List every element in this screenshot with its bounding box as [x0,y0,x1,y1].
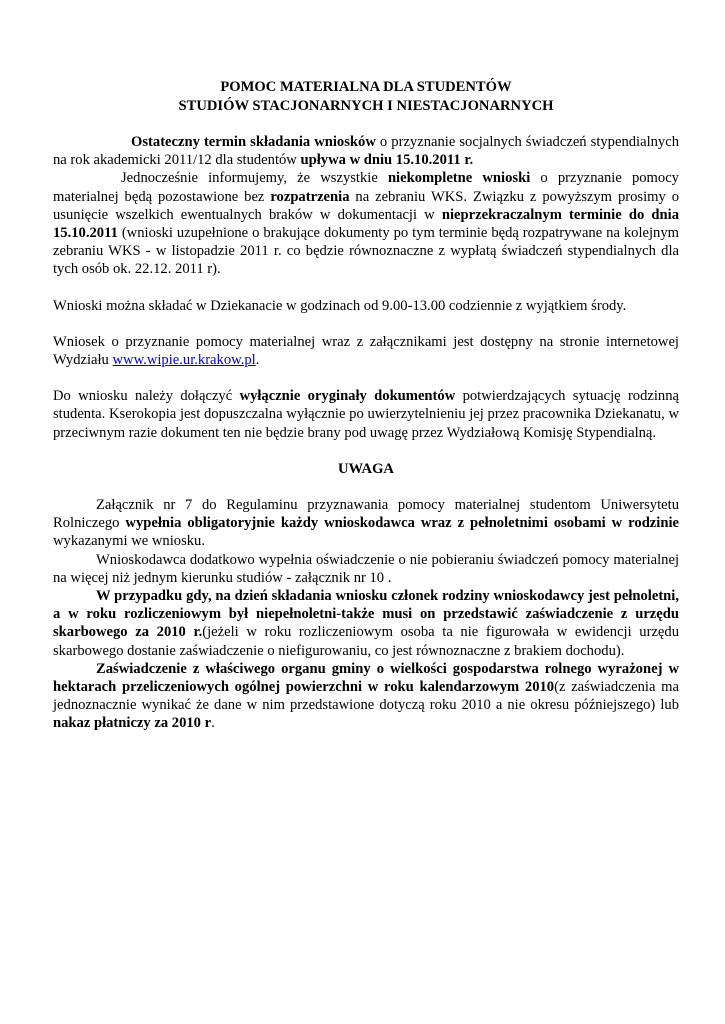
original-text-1: Do wniosku należy dołączyć [53,388,240,405]
uwaga-heading-text: UWAGA [338,460,394,477]
deadline-bold-2: upływa w dniu 15.10.2011 r. [300,152,474,169]
original-text-2: potwierdzających sytuację rodzinną studenta. Kserokopia jest dopuszczalna wyłącznie po uwierzytelnieniu jej przez pracownika Dziekanatu, w przeciwnym razie dokument ten nie będzie brany pod uwagę przez Wydziałową Komisję Stypendialną. [53,388,679,441]
faculty-website-link[interactable]: www.wipie.ur.krakow.pl [112,352,256,369]
original-bold-1: wyłącznie oryginały dokumentów [239,388,456,405]
farm-text-2: . [211,715,215,732]
title-line-2: STUDIÓW STACJONARNYCH I NIESTACJONARNYCH [178,97,554,114]
adult-family-member-paragraph [53,587,679,660]
attachment-bold-1: wypełnia obligatoryjnie każdy wnioskodawca wraz z pełnoletnimi osobami w rodzinie [125,515,679,532]
attachment-text-2: wykazanymi we wniosku. [53,533,205,550]
title-line-1: POMOC MATERIALNA DLA STUDENTÓW [220,79,512,95]
original-documents-paragraph [53,387,679,442]
document-content [53,78,679,733]
farm-certificate-paragraph [53,660,679,733]
farm-bold-1: Zaświadczenie z właściwego organu gminy o wielkości gospodarstwa rolnego wyrażonej w hektarach przeliczeniowych ogólnej powierzchni w roku kalendarzowym 2010 [53,660,679,696]
incomplete-bold-3: nieprzekraczalnym terminie do dnia 15.10.2011 [53,206,679,242]
incomplete-text-1: Jednocześnie informujemy, że wszystkie [121,170,388,187]
incomplete-text-4: (wnioski uzupełnione o brakujące dokumenty po tym terminie będą rozpatrywane na kolejnym zebraniu WKS - w listopadzie 2011 r. co będzie równoznaczne z wypłatą świadczeń stypendialnych dla tych osób ok. 22.12. 2011 r). [53,225,679,278]
adult-bold-1: W przypadku gdy, na dzień składania wniosku członek rodziny wnioskodawcy jest pełnoletni, a w roku rozliczeniowym był niepełnoletni-także musi on przedstawić zaświadczenie z urzędu skarbowego za 2010 r. [53,588,679,641]
deadline-text-1: o przyznanie socjalnych świadczeń stypendialnych na rok akademicki 2011/12 dla studentów [53,134,679,169]
deadline-paragraph [53,133,679,169]
adult-text-1: (jeżeli w roku rozliczeniowym osoba ta nie figurowała w ewidencji urzędu skarbowego dostanie zaświadczenie o niefigurowaniu, co jest równoznaczne z brakiem dochodu). [53,624,679,659]
office-hours-paragraph: Wnioski można składać w Dziekanacie w godzinach od 9.00-13.00 codziennie z wyjątkiem środy. [53,297,627,314]
uwaga-heading [53,460,679,478]
form-text-1: Wniosek o przyznanie pomocy materialnej wraz z załącznikami jest dostępny na stronie internetowej Wydziału [53,333,679,369]
farm-text-1: (z zaświadczenia ma jednoznacznie wynikać że dane w nim przedstawione dotyczą roku 2010 a nie okresu późniejszego) lub [53,679,679,714]
incomplete-applications-paragraph [53,169,679,278]
incomplete-text-3: na zebraniu WKS. Związku z powyższym prosimy o usunięcie wszelkich ewentualnych braków w dokumentacji w [53,188,679,223]
declaration-paragraph: Wnioskodawca dodatkowo wypełnia oświadczenie o nie pobieraniu świadczeń pomocy materialnej na więcej niż jednym kierunku studiów - załącznik nr 10 . [53,551,679,586]
incomplete-bold-1: niekompletne wnioski [387,170,531,187]
form-availability-paragraph [53,333,679,369]
deadline-bold-1: Ostateczny termin składania wniosków [131,134,376,150]
form-text-2: . [255,352,260,369]
incomplete-bold-2: rozpatrzenia [270,188,350,205]
attachment-7-paragraph [53,496,679,551]
page-title [53,78,679,115]
incomplete-text-2: o przyznanie pomocy materialnej będą pozostawione bez [53,170,679,205]
farm-bold-2: nakaz płatniczy za 2010 r [53,715,212,732]
attachment-text-1: Załącznik nr 7 do Regulaminu przyznawania pomocy materialnej studentom Uniwersytetu Rolniczego [53,497,679,532]
